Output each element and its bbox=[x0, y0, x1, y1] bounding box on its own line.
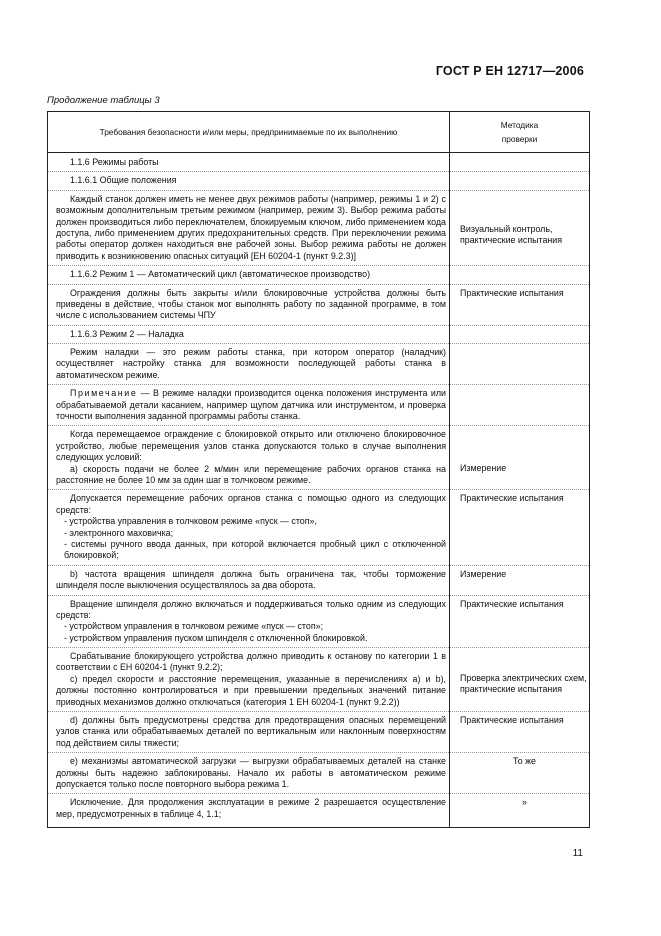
condition-d: d) должны быть предусмотрены средства для предотвращения опасных перемещений узлов станка или обрабатываемых деталей по вертикальным или наклонным поверхностям под действием силы тяжести; bbox=[56, 715, 446, 748]
means-block bbox=[56, 493, 446, 561]
list-item: - устройством управления пуском шпинделя с отключенной блокировкой. bbox=[64, 632, 368, 643]
table-row bbox=[48, 647, 589, 711]
paragraph-mode-1: Ограждения должны быть закрыты и/или блокировочные устройства должны быть приведены в действие, чтобы станок мог выполнять работу по заданной программе, в том числе с использованием системы ЧПУ bbox=[56, 287, 446, 321]
section-heading-1-1-6-3: 1.1.6.3 Режим 2 — Наладка bbox=[70, 328, 184, 339]
list-item: - системы ручного ввода данных, при которой включается пробный цикл с отключенной блокировкой; bbox=[64, 538, 446, 561]
page-number: 11 bbox=[572, 848, 583, 859]
method-same: То же bbox=[512, 756, 536, 767]
column-divider bbox=[449, 153, 450, 827]
subsection-heading-row bbox=[48, 265, 589, 283]
condition-e: е) механизмы автоматической загрузки — выгрузки обрабатываемых деталей на станке должны быть надежно заблокированы. Начало их работы в автоматическом режиме допускается только после повторного выбора режима 1. bbox=[56, 756, 446, 789]
table-row bbox=[48, 595, 589, 648]
list-item: - устройством управления в толчковом режиме «пуск — стоп»; bbox=[64, 621, 324, 632]
interlock-block bbox=[56, 651, 446, 708]
table-body-row bbox=[48, 153, 590, 828]
table-row bbox=[48, 489, 589, 564]
condition-a: а) скорость подачи не более 2 м/мин или перемещение рабочих органов станка на расстояние не более 10 мм за один шаг в толчковом режиме. bbox=[56, 463, 446, 485]
paragraph-exception: Исключение. Для продолжения эксплуатации в режиме 2 разрешается осуществление мер, предусмотренных в таблице 4, 1.1; bbox=[56, 797, 446, 819]
note-label: Примечание bbox=[70, 388, 138, 399]
column-header-method-line2: проверки bbox=[501, 133, 538, 144]
paragraph-spindle-rotation: Вращение шпинделя должно включаться и поддерживаться только одним из следующих средств: bbox=[56, 598, 446, 620]
paragraph-allowed-movement: Допускается перемещение рабочих органов станка с помощью одного из следующих средств: bbox=[56, 493, 446, 515]
paragraph-setup-mode: Режим наладки — это режим работы станка, при котором оператор (наладчик) осуществляет настройку станка для возможности последующей работы станка в автоматическом режиме. bbox=[56, 347, 446, 380]
table-row bbox=[48, 425, 589, 489]
column-header-method bbox=[450, 112, 590, 153]
spindle-block bbox=[56, 599, 446, 645]
table-row bbox=[48, 190, 589, 265]
method-practical-tests: Практические испытания bbox=[460, 287, 564, 298]
paragraph-interlock-stop: Срабатывание блокирующего устройства должно приводить к останову по категории 1 в соответствии с ЕН 60204-1 (пункт 9.2.2); bbox=[56, 651, 446, 673]
method-practical-tests: Практические испытания bbox=[460, 715, 564, 726]
section-heading-1-1-6: 1.1.6 Режимы работы bbox=[70, 157, 159, 167]
table-row bbox=[48, 343, 589, 384]
paragraph-movement-conditions: Когда перемещаемое ограждение с блокировкой открыто или отключено блокировочное устройство, любые перемещения узлов станка допускаются только в случае выполнения следующих условий: bbox=[56, 429, 446, 463]
note-paragraph bbox=[56, 388, 446, 422]
condition-c: с) предел скорости и расстояние перемещения, указанные в перечислениях а) и b), должны постоянно контролироваться и при превышении предельных значений питание приводных механизмов должно отключаться (категория 1 ЕН 60204-1 (пункт 9.2.2)) bbox=[56, 673, 446, 707]
table-body-cell bbox=[48, 153, 590, 828]
document-code: ГОСТ Р ЕН 12717—2006 bbox=[435, 64, 584, 78]
section-heading-row bbox=[48, 153, 589, 171]
section-heading-1-1-6-1: 1.1.6.1 Общие положения bbox=[70, 175, 177, 186]
section-heading-1-1-6-2: 1.1.6.2 Режим 1 — Автоматический цикл (автоматическое производство) bbox=[70, 269, 371, 280]
conditions-block bbox=[56, 429, 446, 486]
table-row bbox=[48, 284, 589, 325]
table-header-row bbox=[48, 112, 590, 153]
method-practical-tests: Практические испытания bbox=[460, 493, 564, 504]
method-ditto-mark: » bbox=[522, 797, 527, 808]
requirements-table bbox=[47, 111, 590, 828]
method-electrical-check: Проверка электрических схем, практические испытания bbox=[460, 673, 587, 695]
method-visual-practical: Визуальный контроль, практические испытания bbox=[460, 223, 563, 246]
table-row bbox=[48, 384, 589, 425]
column-header-requirements: Требования безопасности и/или меры, предпринимаемые по их выполнению bbox=[48, 112, 450, 153]
body-content bbox=[48, 153, 589, 823]
column-header-method-line1: Методика bbox=[500, 119, 539, 130]
subsection-heading-row bbox=[48, 171, 589, 189]
table-row bbox=[48, 565, 589, 595]
table-row bbox=[48, 752, 589, 793]
subsection-heading-row bbox=[48, 325, 589, 343]
paragraph-modes-general: Каждый станок должен иметь не менее двух режимов работы (например, режимы 1 и 2) с возможным дополнительным третьим режимом (например, режим 3). Выбор режима работы должен производиться либо переключателем, блокируемым ключом, либо применением кода доступа, либо применением других предохранительных средств. При переключении режима работы оператор должен находиться вне рабочей зоны. Выбор режима работы не должен приводить к возникновению опасных ситуаций [ЕН 60204-1 (пункт 9.2.3)] bbox=[56, 193, 446, 261]
condition-b: b) частота вращения шпинделя должна быть ограничена так, чтобы торможение шпинделя после выключения осуществлялось за два оборота. bbox=[56, 568, 446, 591]
method-measurement: Измерение bbox=[460, 463, 507, 474]
list-item: - устройства управления в толчковом режиме «пуск — стоп», bbox=[64, 516, 317, 527]
table-row bbox=[48, 711, 589, 752]
method-practical-tests: Практические испытания bbox=[460, 598, 564, 609]
table-caption: Продолжение таблицы 3 bbox=[47, 95, 160, 106]
method-measurement: Измерение bbox=[460, 568, 507, 579]
table-row bbox=[48, 793, 589, 823]
note-text: — В режиме наладки производится оценка положения инструмента или обрабатываемой детали касанием, например щупом датчика или инструментом, и проверка точности выполнения заданной программы работы станка. bbox=[56, 388, 446, 422]
list-item: - электронного маховичка; bbox=[64, 527, 174, 538]
